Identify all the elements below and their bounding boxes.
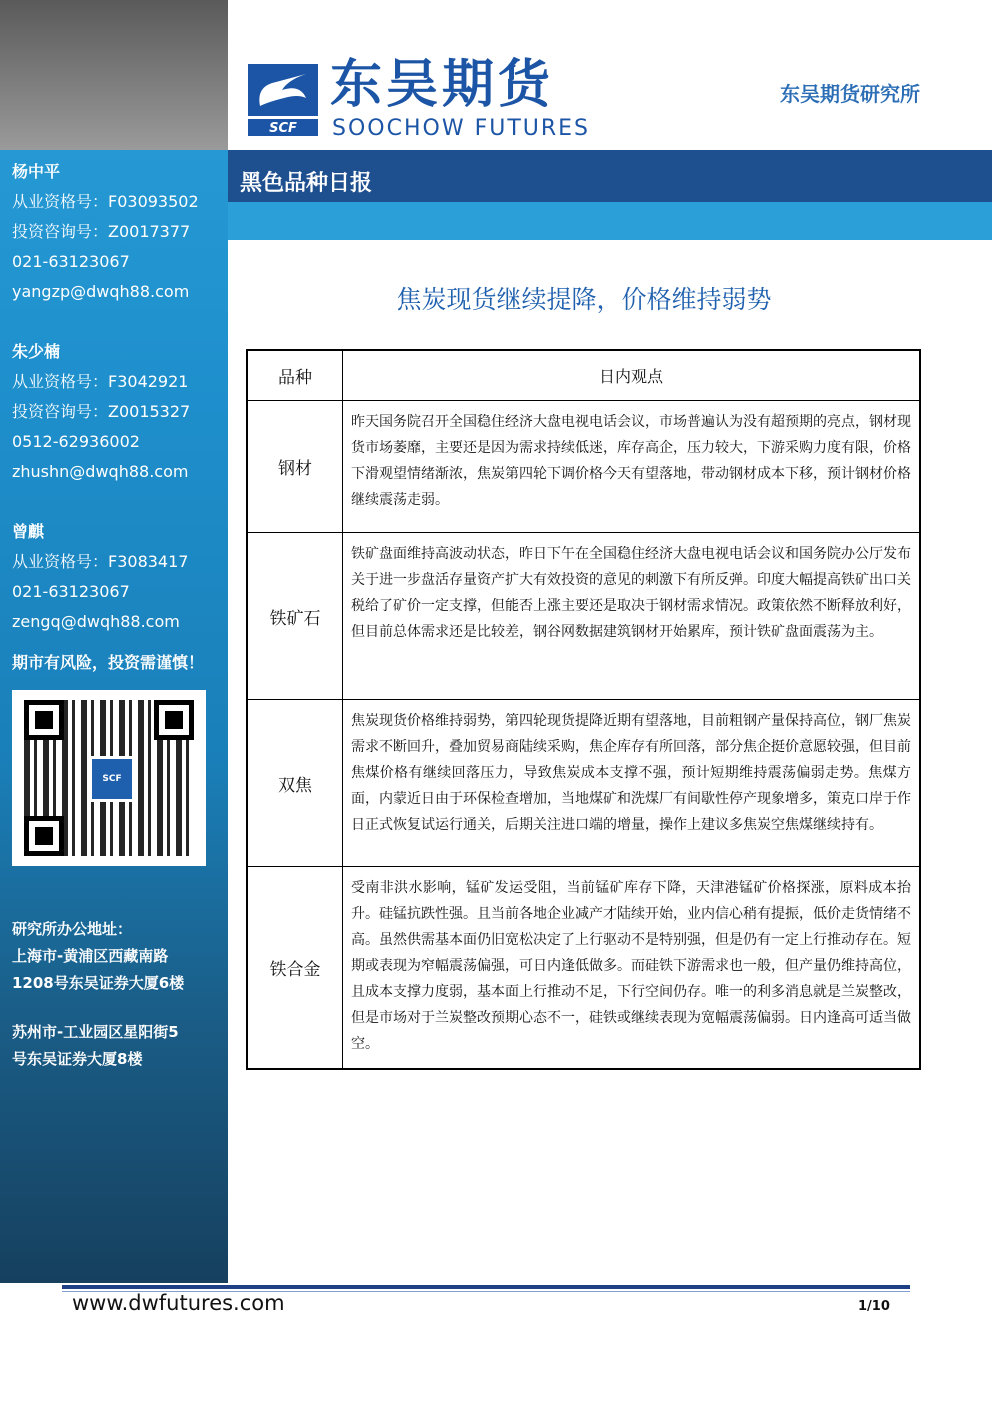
address-1-line-2: 1208号东吴证券大厦6楼 (12, 974, 185, 992)
analyst-name: 杨中平 (12, 162, 61, 181)
analyst-name: 朱少楠 (12, 342, 61, 361)
row-category: 双焦 (247, 700, 343, 867)
website-link[interactable]: www.dwfutures.com (72, 1291, 285, 1315)
column-header-category: 品种 (247, 350, 343, 401)
office-address-2 (12, 1019, 179, 1073)
qr-corner-icon (154, 700, 194, 740)
analyst-phone: 0512-62936002 (12, 432, 140, 451)
company-name-cn: 东吴期货 (330, 55, 555, 115)
table-row (247, 700, 920, 867)
analyst-contact-1 (12, 157, 199, 307)
analyst-phone: 021-63123067 (12, 252, 130, 271)
footer-divider (62, 1285, 910, 1289)
address-1-line-1: 上海市-黄浦区西藏南路 (12, 947, 169, 965)
qr-code[interactable] (12, 690, 206, 866)
table-header-row (247, 350, 920, 401)
analyst-contact-3 (12, 517, 188, 637)
table-row (247, 401, 920, 533)
analyst-email: yangzp@dwqh88.com (12, 282, 190, 301)
row-text: 受南非洪水影响，锰矿发运受阻，当前锰矿库存下降，天津港锰矿价格探涨，原料成本抬升。硅锰抗跌性强。且当前各地企业减产才陆续开始，业内信心稍有提振，低价走货情绪不高。虽然供需基本面仍旧宽松决定了上行驱动不是特别强，但是仍有一定上行推动存在。短期或表现为窄幅震荡偏强，可日内逢低做多。而硅铁下游需求也一般，但产量仍维持高位，且成本支撑力度弱，基本面上行推动不足，下行空间仍存。唯一的利多消息就是兰炭整改，但是市场对于兰炭整改预期心态不一，硅铁或继续表现为宽幅震荡偏弱。日内逢高可适当做空。 (343, 867, 921, 1070)
row-text: 焦炭现货价格维持弱势，第四轮现货提降近期有望落地，目前粗钢产量保持高位，钢厂焦炭需求不断回升，叠加贸易商陆续采购，焦企库存有所回落，部分焦企挺价意愿较强，但目前焦煤价格有继续回落压力，导致焦炭成本支撑不强，预计短期维持震荡偏弱走势。焦煤方面，内蒙近日由于环保检查增加，当地煤矿和洗煤厂有间歇性停产现象增多，策克口岸于作日正式恢复试运行通关，后期关注进口端的增量，操作上建议多焦炭空焦煤继续持有。 (343, 700, 921, 867)
risk-warning: 期市有风险，投资需谨慎！ (12, 653, 205, 672)
logo-mark-text: SCF (269, 121, 297, 136)
qr-corner-icon (24, 816, 64, 856)
analyst-advisory: 投资咨询号：Z0017377 (12, 222, 191, 241)
report-type: 黑色品种日报 (240, 171, 373, 196)
row-category: 铁矿石 (247, 533, 343, 700)
row-category: 铁合金 (247, 867, 343, 1070)
company-logo-icon (248, 64, 318, 136)
analyst-name: 曾麒 (12, 522, 45, 541)
table-row (247, 867, 920, 1070)
address-2-line-1: 苏州市-工业园区星阳街5 (12, 1023, 179, 1041)
table-row (247, 533, 920, 700)
headline: 焦炭现货继续提降，价格维持弱势 (396, 285, 772, 314)
analyst-advisory: 投资咨询号：Z0015327 (12, 402, 191, 421)
analyst-email: zhushn@dwqh88.com (12, 462, 189, 481)
column-header-view: 日内观点 (343, 350, 921, 401)
page-number: 1/10 (858, 1299, 890, 1314)
accent-band (228, 202, 992, 240)
analyst-email: zengq@dwqh88.com (12, 612, 180, 631)
row-text: 昨天国务院召开全国稳住经济大盘电视电话会议，市场普遍认为没有超预期的亮点，钢材现货市场萎靡，主要还是因为需求持续低迷，库存高企，压力较大，下游采购力度有限，价格下滑观望情绪渐浓，焦炭第四轮下调价格今天有望落地，带动钢材成本下移，预计钢材价格继续震荡走弱。 (343, 401, 921, 533)
analyst-phone: 021-63123067 (12, 582, 130, 601)
office-address (12, 916, 184, 997)
address-2-line-2: 号东吴证券大厦8楼 (12, 1050, 143, 1068)
analyst-license: 从业资格号：F3042921 (12, 372, 189, 391)
analyst-license: 从业资格号：F3083417 (12, 552, 189, 571)
institute-name: 东吴期货研究所 (780, 82, 920, 106)
daily-views-table (246, 349, 921, 1070)
row-category: 钢材 (247, 401, 343, 533)
sidebar-header-block (0, 0, 228, 150)
company-name-en: SOOCHOW FUTURES (332, 116, 591, 141)
analyst-contact-2 (12, 337, 190, 487)
row-text: 铁矿盘面维持高波动状态，昨日下午在全国稳住经济大盘电视电话会议和国务院办公厅发布关于进一步盘活存量资产扩大有效投资的意见的刺激下有所反弹。印度大幅提高铁矿出口关税给了矿价一定支撑，但能否上涨主要还是取决于钢材需求情况。政策依然不断释放利好，但目前总体需求还是比较差，钢谷网数据建筑钢材开始累库，预计铁矿盘面震荡为主。 (343, 533, 921, 700)
qr-logo-icon: SCF (89, 756, 135, 802)
address-title: 研究所办公地址： (12, 920, 133, 938)
qr-corner-icon (24, 700, 64, 740)
analyst-license: 从业资格号：F03093502 (12, 192, 199, 211)
